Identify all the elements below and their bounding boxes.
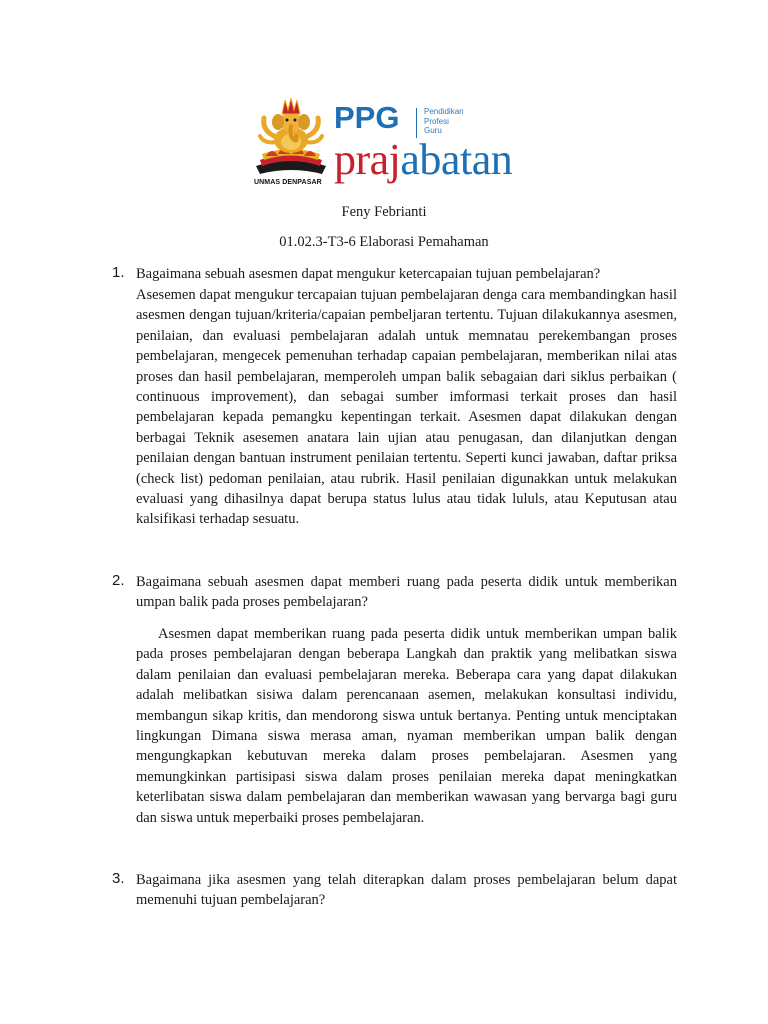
subtitle-line: Pendidikan (424, 107, 464, 116)
ppg-subtitle (424, 107, 464, 136)
answer-text: Asesemen dapat mengukur tercapaian tujuan pembelajaran denga cara membandingkan hasil asesmen dengan tujuan/kriteria/capaian pembeljaran tertentu. Tujuan dilakukannya asesmen, penilaian, dan evaluasi pembelajaran adalah untuk memnatau perekembangan proses pembelajaran, mengecek pemenuhan terhadap capaian pembelajaran, memberikan nilai atas proses dan hasil pembelajaran, memperoleh umpan balik sebagaian dari siklus perbaikan ( continuous improvement), dan sebagai sumber imformasi terkait proses dan hasil pembelajaran kepada pemangku kepentingan terkait. Asesmen dapat dilakukan dengan berbagai Teknik asesemen anatara lain ujian atau penugasan, dan dilanjutkan dengan penilaian dengan bantuan instrument penilaian tertentu. Seperti kunci jawaban, daftar priksa (check list) pedoman penilaian, atau rubrik. Hasil penilaian digunakkan untuk melakukan evaluasi yang dihasilnya dapat berupa status lulus atau tidak lululs, atau Keputusan atau kalsifikasi terhadap sesuatu. (136, 287, 677, 528)
answer-text: Asesmen dapat memberikan ruang pada peserta didik untuk memberikan umpan balik pada proses pembelajaran dengan beberapa Langkah dan praktik yang melibatkan siswa dalam penilaian dan evaluasi pembelajaran mereka. Beberapa cara yang dapat dilakukan adalah melibatkan sisiwa dalam perencanaan asemen, melakukan konsultasi individu, membangun sikap kritis, dan mendorong siswa untuk bertanya. Penting untuk menciptakan lingkungan Dimana siswa merasa aman, nyaman memberikan umpan balik dengan mengungkapkan kebutuvan mereka dalam proses pembelajaran. Asesmen yang memungkinkan partisipasi siswa dalam proses penilaian mereka dapat meningkatkan keterlibatan siswa dalam pembelajaran dan memberikan wawasan yang bervarga bagi guru dan siswa untuk meperbaiki proses pembelajaran. (136, 626, 677, 826)
question-text: Bagaimana sebuah asesmen dapat memberi ruang pada peserta didik untuk memberikan umpan balik pada proses pembelajaran? (136, 574, 677, 611)
subtitle-line: Profesi (424, 116, 449, 126)
document-title: 01.02.3-T3-6 Elaborasi Pemahaman (279, 234, 489, 250)
question-text: Bagaimana sebuah asesmen dapat mengukur ketercapaian tujuan pembelajaran? (136, 266, 601, 282)
ppg-prajabatan-logo (252, 96, 552, 196)
subtitle-line: Guru (424, 126, 442, 135)
prajabatan-tail: abatan (400, 135, 513, 184)
question-text: Bagaimana jika asesmen yang telah diterapkan dalam proses pembelajaran belum dapat memenuhi tujuan pembelajaran? (136, 872, 677, 909)
ganesha-emblem-icon (252, 96, 330, 176)
prajabatan-wordmark (334, 134, 512, 186)
author-name: Feny Febrianti (341, 204, 427, 220)
question-number: 3. (112, 870, 125, 887)
prajabatan-main: praj (334, 135, 401, 184)
ppg-wordmark: PPG (334, 100, 400, 135)
question-number: 2. (112, 572, 125, 589)
question-number: 1. (112, 264, 125, 281)
institution-label: UNMAS DENPASAR (254, 179, 322, 186)
